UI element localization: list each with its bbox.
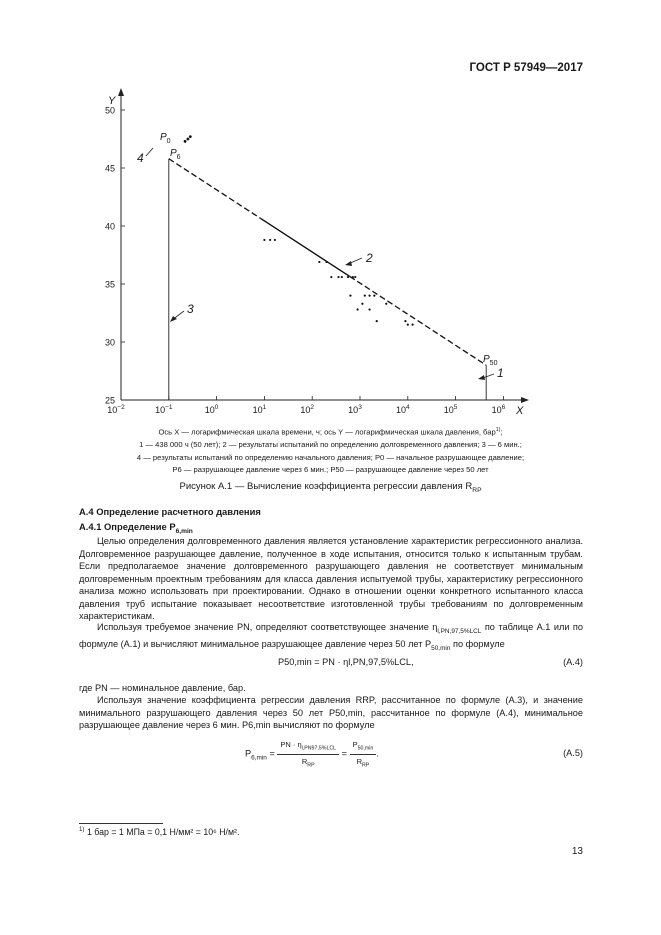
footnote: $^{1)}$ 1 бар = 1 МПа = 0,1 Н/мм² = 10⁶ Н/м².: [79, 826, 240, 837]
x-tick-exponent: −1: [165, 404, 173, 411]
y-tick-label: 25: [104, 395, 115, 406]
callout-1: 1: [497, 366, 504, 380]
callout-4: 4: [137, 151, 144, 165]
where-clause: где PN — номинальное давление, бар.: [79, 683, 246, 693]
x-tick-exponent: 2: [310, 404, 315, 411]
y-tick-label: 30: [104, 337, 115, 348]
x-tick-label: $10^6$: [491, 404, 506, 415]
x-tick-label: $10^4$: [395, 404, 410, 415]
data-point: [361, 303, 363, 305]
standard-header: ГОСТ Р 57949—2017: [469, 62, 583, 74]
data-point: [263, 239, 265, 241]
data-point: [357, 308, 359, 310]
data-point: [341, 276, 343, 278]
x-tick-label: $10^3$: [348, 404, 362, 415]
paragraph-1: Целью определения долговременного давления является установление характеристик регрессионного анализа. Долговременное разрушающее давление, полученное в ходе испытания, относится только к испытанным трубам. Если предполагаемое значение долговременного разрушающего давления не соответствует минимальным долговременным проектным требованиям для класса давления испытуемой трубы, характеристику регрессионного анализа можно использовать при проектировании. Однако в отношении оценки конкретного испытанного класса давления труб испытание показывает несоответствие изготовленной трубы требованиям по долговременным характеристикам.: [79, 536, 583, 621]
footnote-separator: [79, 823, 163, 824]
data-point: [373, 295, 375, 297]
data-point: [407, 324, 409, 326]
data-point: [376, 320, 378, 322]
data-point: [368, 308, 370, 310]
subsection-title: А.4.1 Определение $P_{6,min}$: [79, 521, 193, 535]
page-number: 13: [571, 846, 583, 857]
y-axis-label: Y: [108, 95, 116, 107]
x-tick-label: $10^0$: [204, 404, 219, 415]
section-title: А.4 Определение расчетного давления: [79, 506, 261, 517]
x-tick-exponent: 4: [405, 404, 410, 411]
data-point: [385, 303, 387, 305]
callout-2: 2: [366, 251, 373, 265]
leader-1-arrow: [478, 375, 485, 380]
chart-points: [184, 135, 414, 325]
data-point: [404, 320, 406, 322]
x-tick-label: $10^5$: [443, 404, 458, 415]
y-tick-label: 50: [104, 105, 115, 116]
chart-axes: [118, 88, 529, 403]
p0-point: [184, 140, 187, 143]
x-tick-exponent: 0: [214, 404, 219, 411]
label-p50-sub: 50: [489, 360, 498, 367]
formula-a5: $P_{6,min}$ = $\frac{PN \cdot \eta_{l,PN97,5\%LCL}}{R_{RP}}$ = $\frac{P_{50,min}}{R_{RP}}$ .: [245, 740, 379, 768]
chart-guides: [169, 159, 486, 400]
paragraph-3: Используя значение коэффициента регрессии давления RRP, рассчитанное по формуле (А.3), и значение минимального разрушающего давления через 50 лет P50,min, рассчитанное по формуле (А.4), минимальное разрушающее давление через 6 мин. P6,min вычисляют по формуле: [79, 695, 583, 730]
label-p0-sub: 0: [166, 138, 171, 145]
legend-line-3: 4 — результаты испытаний по определению начального давления; P0 — начальное разрушающее давление;: [136, 452, 525, 462]
data-point: [347, 276, 349, 278]
y-axis-arrow: [118, 88, 124, 96]
regression-line-end: [350, 276, 486, 365]
x-axis-label: X: [516, 405, 524, 417]
x-tick-exponent: −2: [117, 404, 125, 411]
data-point: [352, 276, 354, 278]
label-p6: $P_6$: [170, 148, 181, 161]
label-p6-sub: 6: [176, 154, 181, 161]
chart-labels: [105, 95, 524, 417]
x-tick-label: $10^2$: [300, 404, 315, 415]
x-tick-label: $10^{-2}$: [107, 404, 125, 415]
figure-caption: Рисунок А.1 — Вычисление коэффициента регрессии давления $R_{RP}$: [179, 481, 482, 494]
data-point: [349, 295, 351, 297]
label-p0: $P_0$: [160, 132, 171, 145]
callout-3: 3: [187, 302, 194, 316]
y-tick-label: 35: [104, 279, 115, 290]
p0-point: [187, 138, 190, 141]
legend-line-4: P6 — разрушающее давление через 6 мин.; P50 — разрушающее давление через 50 лет: [172, 465, 489, 475]
x-tick-exponent: 3: [358, 404, 362, 411]
x-tick-label: $10^{-1}$: [155, 404, 173, 415]
leader-4: [146, 148, 153, 156]
formula-a4-number: (А.4): [563, 657, 583, 667]
data-point: [325, 261, 327, 263]
data-point: [368, 295, 370, 297]
x-axis-arrow: [521, 397, 529, 403]
x-tick-exponent: 5: [453, 404, 458, 411]
data-point: [411, 324, 413, 326]
legend-line-1: Ось X — логарифмическая шкала времени, ч; ось Y — логарифмическая шкала давления, бар$^{1)}$;: [158, 427, 503, 437]
x-tick-label: $10^1$: [252, 404, 267, 415]
data-point: [354, 276, 356, 278]
data-point: [274, 239, 276, 241]
legend-line-2: 1 — 438 000 ч (50 лет); 2 — результаты испытаний по определению долговременного давления; 3 — 6 мин.;: [139, 440, 522, 450]
formula-a5-number: (А.5): [563, 748, 583, 758]
data-point: [364, 295, 366, 297]
paragraph-2: Используя требуемое значение PN, определяют соответствующее значение $\eta_{l,PN,97,5\%LCL}$ по таблице А.1 или по формуле (А.1) и вычисляют минимальное разрушающее давление через 50 лет $P_{50,min}$ по формуле: [79, 622, 583, 653]
figure-legend: [60, 424, 601, 477]
leader-2-arrow: [345, 261, 352, 266]
data-point: [330, 276, 332, 278]
data-point: [337, 276, 339, 278]
regression-line-start: [169, 159, 261, 219]
label-p50: $P_{50}$: [483, 354, 498, 367]
x-tick-exponent: 6: [501, 404, 506, 411]
y-tick-label: 45: [104, 163, 115, 174]
regression-line-fit: [261, 219, 350, 277]
p0-point: [189, 135, 192, 138]
formula-a4: P50,min = PN · ηl,PN,97,5%LCL,: [278, 657, 414, 667]
data-point: [269, 239, 271, 241]
data-point: [318, 261, 320, 263]
x-tick-exponent: 1: [262, 404, 267, 411]
y-tick-label: 40: [104, 221, 115, 232]
